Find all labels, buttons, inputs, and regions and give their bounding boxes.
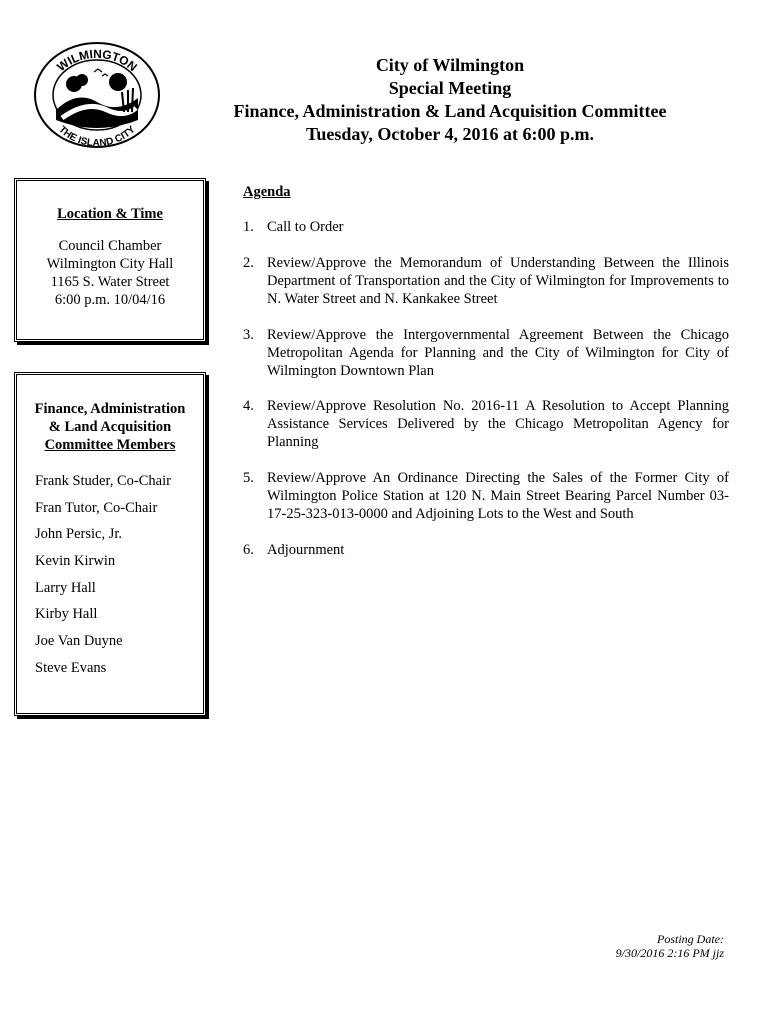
member-name: Fran Tutor, Co-Chair <box>35 499 158 516</box>
members-list <box>17 472 203 677</box>
agenda-item-text: Review/Approve Resolution No. 2016-11 A Resolution to Accept Planning Assistance Services Delivered by the Chicago Metropolitan Agency for Planning <box>267 398 729 450</box>
posting-date-label: Posting Date: <box>657 932 724 946</box>
header-city: City of Wilmington <box>375 55 525 75</box>
agenda-item-number: 1. <box>243 219 254 235</box>
posting-date-value: 9/30/2016 2:16 PM jjz <box>615 946 724 960</box>
member-name: Kevin Kirwin <box>35 553 116 570</box>
agenda-item-number: 5. <box>243 470 254 486</box>
logo-bottom-text: THE ISLAND CITY <box>56 124 138 150</box>
agenda-item-text: Review/Approve the Memorandum of Understanding Between the Illinois Department of Transportation and the City of Wilmington for Improvements to N. Water Street and N. Kankakee Street <box>267 255 729 307</box>
agenda-item-text: Review/Approve An Ordinance Directing the Sales of the Former City of Wilmington Police Station at 120 N. Main Street Bearing Parcel Number 03-17-25-323-013-0000 and Adjoining Lots to the West and South <box>267 470 729 522</box>
header-committee: Finance, Administration & Land Acquisition Committee <box>233 101 667 121</box>
location-line: 6:00 p.m. 10/04/16 <box>54 292 166 308</box>
agenda-item-number: 3. <box>243 327 254 343</box>
member-name: Frank Studer, Co-Chair <box>35 473 171 489</box>
agenda-item-number: 2. <box>243 255 254 271</box>
meeting-header <box>195 54 705 146</box>
location-line: Wilmington City Hall <box>46 256 174 272</box>
location-line: 1165 S. Water Street <box>50 274 170 290</box>
member-name: Joe Van Duyne <box>35 633 123 650</box>
logo-top-text: WILMINGTON <box>54 46 140 75</box>
member-name: Steve Evans <box>35 659 107 676</box>
agenda-item <box>243 469 729 523</box>
member-name: John Persic, Jr. <box>35 526 122 543</box>
header-meeting-type: Special Meeting <box>388 78 512 98</box>
agenda-item-text: Review/Approve the Intergovernmental Agreement Between the Chicago Metropolitan Agenda for Planning and the City of Wilmington for City of Wilmington Downtown Plan <box>267 327 729 379</box>
agenda-item <box>243 397 729 451</box>
location-box <box>14 178 206 342</box>
member-name: Kirby Hall <box>35 606 98 623</box>
committee-members-box <box>14 372 206 716</box>
agenda-title: Agenda <box>243 184 291 200</box>
city-seal-logo <box>32 40 162 150</box>
header-date: Tuesday, October 4, 2016 at 6:00 p.m. <box>305 124 595 144</box>
agenda-item-text: Call to Order <box>267 219 344 235</box>
members-title <box>17 400 203 454</box>
members-title-line: Committee Members <box>44 437 176 453</box>
agenda-item <box>243 218 729 236</box>
agenda-item-text: Adjournment <box>267 542 345 558</box>
posting-date <box>616 932 724 960</box>
agenda-item <box>243 326 729 380</box>
location-line: Council Chamber <box>58 238 162 254</box>
agenda-item-number: 4. <box>243 398 254 414</box>
location-title: Location & Time <box>57 206 163 222</box>
agenda-item <box>243 541 729 559</box>
agenda-item-number: 6. <box>243 542 254 558</box>
members-title-line: & Land Acquisition <box>48 419 172 435</box>
member-name: Larry Hall <box>35 579 96 596</box>
agenda-item <box>243 254 729 308</box>
agenda-list <box>243 218 729 559</box>
members-title-line: Finance, Administration <box>34 401 186 417</box>
